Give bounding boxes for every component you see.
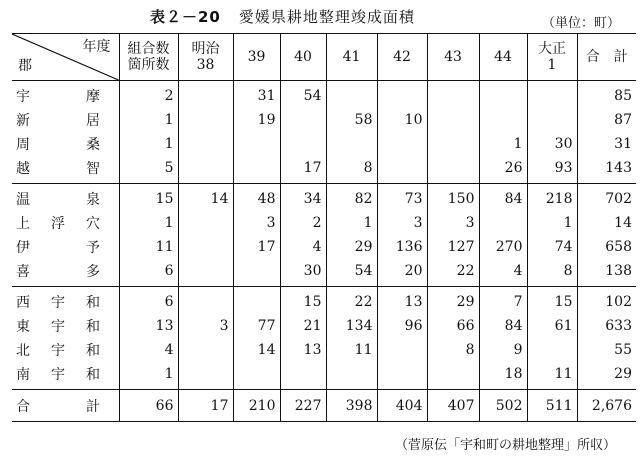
- value-cell: 11: [527, 362, 577, 390]
- value-cell: 1: [479, 132, 527, 156]
- table-number: 表２－20: [150, 8, 221, 26]
- value-cell: 13: [377, 287, 427, 315]
- value-cell: [377, 362, 427, 390]
- column-header: 39: [233, 34, 280, 81]
- value-cell: 58: [326, 108, 377, 132]
- value-cell: [527, 108, 577, 132]
- value-cell: 6: [119, 287, 178, 315]
- value-cell: 143: [577, 156, 636, 184]
- column-header: 41: [326, 34, 377, 81]
- value-cell: [527, 81, 577, 109]
- value-cell: 87: [577, 108, 636, 132]
- value-cell: 2: [280, 211, 326, 235]
- value-cell: [178, 108, 233, 132]
- value-cell: 22: [427, 259, 479, 287]
- value-cell: 73: [377, 184, 427, 212]
- unit-label: （単位：町）: [541, 16, 620, 31]
- value-cell: 127: [427, 235, 479, 259]
- value-cell: [326, 132, 377, 156]
- value-cell: [178, 211, 233, 235]
- corner-year-label: 年度: [82, 39, 111, 55]
- value-cell: [178, 156, 233, 184]
- value-cell: 8: [326, 156, 377, 184]
- district-name: 周 桑: [16, 137, 100, 153]
- district-name: 伊 予: [16, 240, 100, 256]
- value-cell: [178, 287, 233, 315]
- value-cell: 150: [427, 184, 479, 212]
- table-row: [12, 184, 636, 212]
- table-row: [12, 211, 636, 235]
- value-cell: 15: [280, 287, 326, 315]
- table-title-text: 愛媛県耕地整理竣成面積: [238, 8, 415, 26]
- value-cell: 8: [527, 259, 577, 287]
- table-row: [12, 314, 636, 338]
- corner-cell: [12, 34, 119, 81]
- value-cell: 20: [377, 259, 427, 287]
- value-cell: 4: [280, 235, 326, 259]
- value-cell: 227: [280, 390, 326, 422]
- value-cell: 22: [326, 287, 377, 315]
- value-cell: [178, 132, 233, 156]
- value-cell: 77: [233, 314, 280, 338]
- value-cell: 218: [527, 184, 577, 212]
- table-row: [12, 390, 636, 422]
- value-cell: 15: [527, 287, 577, 315]
- value-cell: [233, 156, 280, 184]
- district-name: 新 居: [16, 113, 100, 129]
- value-cell: 17: [233, 235, 280, 259]
- value-cell: [178, 81, 233, 109]
- value-cell: [377, 81, 427, 109]
- value-cell: 14: [233, 338, 280, 362]
- table-body: [12, 81, 636, 422]
- value-cell: 1: [527, 211, 577, 235]
- table-row: [12, 156, 636, 184]
- value-cell: 2,676: [577, 390, 636, 422]
- value-cell: 14: [577, 211, 636, 235]
- table-row: [12, 259, 636, 287]
- value-cell: 10: [377, 108, 427, 132]
- value-cell: 29: [326, 235, 377, 259]
- value-cell: 18: [479, 362, 527, 390]
- value-cell: [377, 338, 427, 362]
- value-cell: [427, 81, 479, 109]
- value-cell: [377, 156, 427, 184]
- value-cell: 5: [119, 156, 178, 184]
- value-cell: [178, 362, 233, 390]
- district-name: 北 宇 和: [16, 343, 100, 359]
- value-cell: [479, 211, 527, 235]
- value-cell: [326, 81, 377, 109]
- value-cell: 407: [427, 390, 479, 422]
- value-cell: [178, 235, 233, 259]
- district-name: 西 宇 和: [16, 295, 100, 311]
- value-cell: 3: [178, 314, 233, 338]
- value-cell: 1: [119, 211, 178, 235]
- value-cell: 66: [119, 390, 178, 422]
- value-cell: 6: [119, 259, 178, 287]
- column-header: 明治 38: [178, 34, 233, 81]
- value-cell: [178, 338, 233, 362]
- value-cell: 15: [119, 184, 178, 212]
- value-cell: 30: [527, 132, 577, 156]
- table-row: [12, 338, 636, 362]
- value-cell: 633: [577, 314, 636, 338]
- data-table: [12, 33, 636, 422]
- value-cell: 398: [326, 390, 377, 422]
- column-header: 43: [427, 34, 479, 81]
- value-cell: 54: [326, 259, 377, 287]
- value-cell: 55: [577, 338, 636, 362]
- value-cell: 9: [479, 338, 527, 362]
- column-header: 40: [280, 34, 326, 81]
- value-cell: 29: [427, 287, 479, 315]
- value-cell: 17: [178, 390, 233, 422]
- value-cell: 61: [527, 314, 577, 338]
- value-cell: 93: [527, 156, 577, 184]
- district-name: 上 浮 穴: [16, 216, 100, 232]
- value-cell: [427, 156, 479, 184]
- value-cell: [233, 287, 280, 315]
- value-cell: 1: [326, 211, 377, 235]
- value-cell: 8: [427, 338, 479, 362]
- value-cell: 11: [326, 338, 377, 362]
- value-cell: [427, 132, 479, 156]
- district-name: 宇 摩: [16, 89, 100, 105]
- value-cell: 2: [119, 81, 178, 109]
- value-cell: 404: [377, 390, 427, 422]
- value-cell: 29: [577, 362, 636, 390]
- value-cell: 31: [233, 81, 280, 109]
- corner-district-label: 郡: [18, 58, 32, 74]
- district-name: 越 智: [12, 156, 119, 184]
- value-cell: 17: [280, 156, 326, 184]
- value-cell: 11: [119, 235, 178, 259]
- value-cell: 102: [577, 287, 636, 315]
- column-header: 42: [377, 34, 427, 81]
- value-cell: 30: [280, 259, 326, 287]
- value-cell: 138: [577, 259, 636, 287]
- header-row: [12, 34, 636, 81]
- value-cell: 7: [479, 287, 527, 315]
- district-name: 温 泉: [16, 192, 100, 208]
- district-name: 合 計: [12, 390, 119, 422]
- value-cell: 19: [233, 108, 280, 132]
- column-header: 組合数 箇所数: [119, 34, 178, 81]
- value-cell: 54: [280, 81, 326, 109]
- value-cell: 14: [178, 184, 233, 212]
- value-cell: [233, 362, 280, 390]
- value-cell: [377, 132, 427, 156]
- value-cell: 3: [233, 211, 280, 235]
- value-cell: [427, 108, 479, 132]
- value-cell: [427, 362, 479, 390]
- value-cell: 96: [377, 314, 427, 338]
- value-cell: 3: [377, 211, 427, 235]
- value-cell: 4: [479, 259, 527, 287]
- district-name: 喜 多: [12, 259, 119, 287]
- value-cell: 21: [280, 314, 326, 338]
- value-cell: 82: [326, 184, 377, 212]
- table-row: [12, 81, 636, 109]
- table-row: [12, 287, 636, 315]
- value-cell: 511: [527, 390, 577, 422]
- table-row: [12, 108, 636, 132]
- table-row: [12, 235, 636, 259]
- table-title: [150, 6, 415, 27]
- value-cell: 502: [479, 390, 527, 422]
- value-cell: 31: [577, 132, 636, 156]
- value-cell: 658: [577, 235, 636, 259]
- value-cell: 74: [527, 235, 577, 259]
- value-cell: 4: [119, 338, 178, 362]
- value-cell: 134: [326, 314, 377, 338]
- column-header: 44: [479, 34, 527, 81]
- value-cell: 84: [479, 184, 527, 212]
- table-row: [12, 362, 636, 390]
- value-cell: [527, 338, 577, 362]
- value-cell: 1: [119, 108, 178, 132]
- value-cell: 34: [280, 184, 326, 212]
- value-cell: 702: [577, 184, 636, 212]
- value-cell: 84: [479, 314, 527, 338]
- value-cell: 85: [577, 81, 636, 109]
- value-cell: 26: [479, 156, 527, 184]
- value-cell: 270: [479, 235, 527, 259]
- value-cell: [233, 132, 280, 156]
- source-note: （菅原伝「宇和町の耕地整理」所収）: [394, 438, 616, 453]
- value-cell: 1: [119, 132, 178, 156]
- value-cell: 136: [377, 235, 427, 259]
- district-name: 南 宇 和: [12, 362, 119, 390]
- value-cell: 66: [427, 314, 479, 338]
- column-header: 大正 1: [527, 34, 577, 81]
- value-cell: [280, 362, 326, 390]
- value-cell: 13: [280, 338, 326, 362]
- value-cell: 1: [119, 362, 178, 390]
- value-cell: 48: [233, 184, 280, 212]
- value-cell: [479, 108, 527, 132]
- value-cell: [233, 259, 280, 287]
- value-cell: [479, 81, 527, 109]
- value-cell: [280, 132, 326, 156]
- value-cell: [280, 108, 326, 132]
- district-name: 東 宇 和: [16, 319, 100, 335]
- value-cell: 210: [233, 390, 280, 422]
- value-cell: [326, 362, 377, 390]
- value-cell: 13: [119, 314, 178, 338]
- value-cell: 3: [427, 211, 479, 235]
- value-cell: [178, 259, 233, 287]
- table-row: [12, 132, 636, 156]
- column-header: 合 計: [577, 34, 636, 81]
